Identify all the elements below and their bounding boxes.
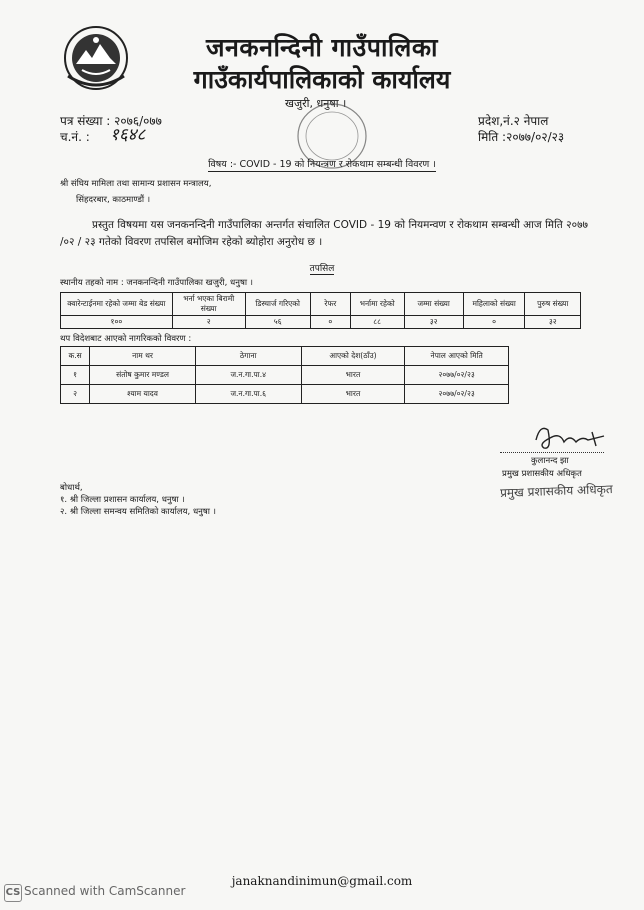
cc-heading: बोधार्थ, (60, 483, 83, 493)
table2-header: क.स (61, 347, 90, 366)
signatory-stamp: प्रमुख प्रशासकीय अधिकृत (499, 482, 613, 500)
cc-item: २. श्री जिल्ला समन्वय समितिको कार्यालय, धनुषा । (60, 507, 216, 517)
table1-header: रेफर (310, 293, 350, 316)
table1-header: जम्मा संख्या (404, 293, 463, 316)
handwritten-signature-icon (530, 420, 610, 456)
table2-header: आएको देश(ठाँउ) (301, 347, 405, 366)
table2-header: ठेगाना (195, 347, 301, 366)
local-level-name: स्थानीय तहको नाम : जनकनन्दिनी गाउँपालिका खजुरी, धनुषा । (60, 278, 254, 288)
table1-header: भर्नामा रहेको (350, 293, 404, 316)
table2-cell: १ (61, 366, 90, 385)
table1-header: पुरुष संख्या (525, 293, 581, 316)
camscanner-logo-icon: CS (4, 884, 22, 902)
table1-cell: ० (310, 316, 350, 329)
table-row (61, 385, 509, 404)
dispatch-number-value: १६४८ (110, 125, 146, 145)
table2-cell: संतोष कुमार मण्डल (90, 366, 196, 385)
abroad-heading: थप विदेशबाट आएको नागरिकको विवरण : (60, 334, 192, 344)
body-paragraph: प्रस्तुत विषयमा यस जनकनन्दिनी गाउँपालिका अन्तर्गत संचालित COVID - 19 को नियमन्वण र रोकथाम सम्बन्धी आज मिति २०७७ /०२ / २३ गतेको विवरण तपसिल बमोजिम रहेको ब्योहोरा अनुरोध छ । (60, 219, 588, 248)
letter-subject: विषय :- COVID - 19 को नियन्त्रण र रोकथाम सम्बन्धी विवरण । (208, 159, 436, 170)
table2-cell: २०७७/०२/२३ (405, 385, 509, 404)
table2-cell: २०७७/०२/२३ (405, 366, 509, 385)
signatory-title: प्रमुख प्रशासकीय अधिकृत (502, 469, 582, 479)
table1-cell: ५६ (245, 316, 310, 329)
table2-header: नाम थर (90, 347, 196, 366)
recipient-line2: सिंहदरबार, काठमाण्डौं । (76, 195, 151, 205)
table1-cell: ३२ (525, 316, 581, 329)
table2-cell: भारत (301, 385, 405, 404)
camscanner-watermark: CS Scanned with CamScanner (4, 884, 185, 902)
org-name-line1: जनकनन्दिनी गाउँपालिका (205, 33, 439, 62)
table1-header: डिस्चार्ज गरिएको (245, 293, 310, 316)
table1-header: महिलाको संख्या (463, 293, 525, 316)
org-address: खजुरी, धनुषा । (285, 97, 347, 110)
tapasil-heading: तपसिल (309, 264, 335, 274)
table1-cell: ३२ (404, 316, 463, 329)
table1-header: क्वारेन्टाईनमा रहेको जम्मा बेड संख्या (61, 293, 173, 316)
date-label: मिति :२०७७/०२/२३ (478, 130, 565, 144)
org-name-line2: गाउँकार्यपालिकाको कार्यालय (193, 65, 451, 94)
table1-header: भर्ना भएका बिरामी संख्या (172, 293, 245, 316)
table2-cell: २ (61, 385, 90, 404)
table2-header: नेपाल आएको मिति (405, 347, 509, 366)
table2-cell: ज.न.गा.पा.४ (195, 366, 301, 385)
recipient-line1: श्री संघिय मामिला तथा सामान्य प्रशासन मन्त्रालय, (60, 179, 212, 189)
table2-cell: भारत (301, 366, 405, 385)
province-label: प्रदेश,नं.२ नेपाल (478, 114, 549, 128)
dispatch-number-label: च.नं. : (60, 130, 90, 144)
table2-cell: ज.न.गा.पा.६ (195, 385, 301, 404)
footer-email: janaknandinimun@gmail.com (231, 874, 413, 888)
table1-cell: ८८ (350, 316, 404, 329)
signatory-name: कुलानन्द झा (531, 456, 569, 466)
table-row (61, 366, 509, 385)
covid-stats-table (60, 292, 581, 329)
table1-cell: १०० (61, 316, 173, 329)
table1-cell: २ (172, 316, 245, 329)
table2-cell: श्याम यादव (90, 385, 196, 404)
signature-line (500, 452, 604, 453)
abroad-citizens-table (60, 346, 509, 404)
table1-cell: ० (463, 316, 525, 329)
cc-item: १. श्री जिल्ला प्रशासन कार्यालय, धनुषा । (60, 495, 185, 505)
letter-number: पत्र संख्या : २०७६/०७७ (60, 114, 162, 128)
table-row (61, 316, 581, 329)
